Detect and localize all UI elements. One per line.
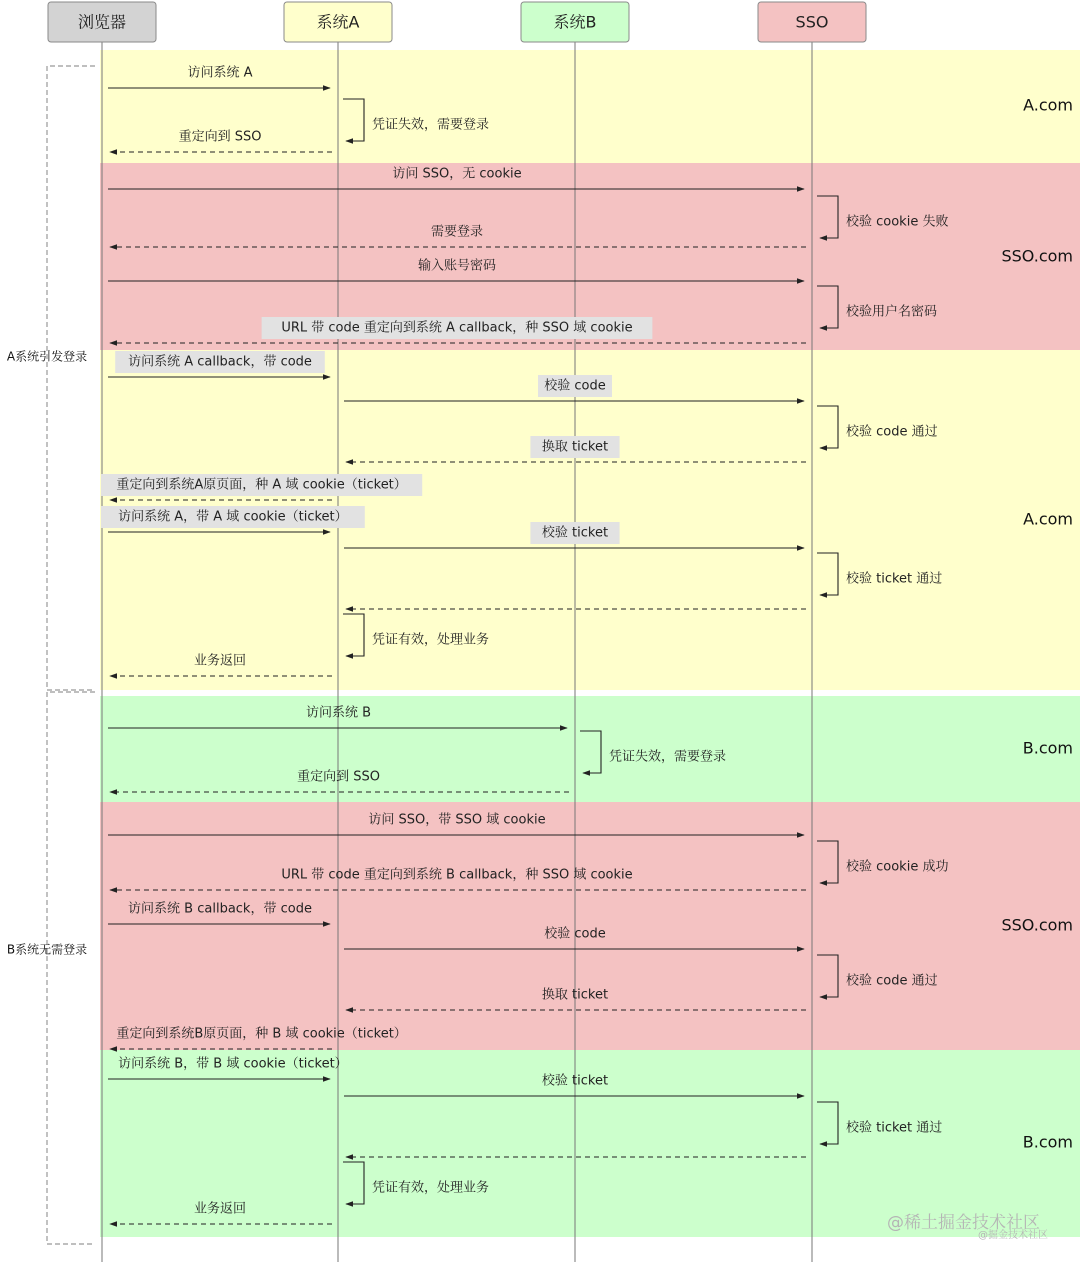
message-label: 校验 code 通过 (846, 973, 938, 989)
message-label: 校验 ticket (541, 525, 609, 541)
participant-sysB (521, 2, 629, 42)
participant-label: 浏览器 (77, 12, 127, 32)
message-label: 业务返回 (193, 1201, 247, 1217)
domain-label: A.com (1023, 95, 1073, 115)
message-label: 校验 code 通过 (846, 424, 938, 440)
message-label: 输入账号密码 (417, 258, 497, 274)
band-4 (100, 696, 1080, 802)
participant-sysA (284, 2, 392, 42)
message-label: 凭证失效，需要登录 (372, 117, 490, 133)
domain-label: B.com (1022, 1132, 1073, 1152)
participant-label: SSO (795, 12, 829, 32)
message-label: 校验 cookie 失败 (846, 214, 949, 230)
participant-label: 系统A (316, 12, 360, 32)
message-label: 访问 SSO，带 SSO 域 cookie (368, 812, 546, 828)
message-label: 校验 ticket 通过 (846, 571, 943, 587)
domain-label: B.com (1022, 738, 1073, 758)
participant-label: 系统B (553, 12, 597, 32)
message-label: 换取 ticket (541, 987, 609, 1003)
group-label: B系统无需登录 (6, 942, 88, 957)
message-label: 访问 SSO，无 cookie (392, 166, 522, 182)
message-label: 业务返回 (193, 653, 247, 669)
message-label: 校验 code (544, 378, 606, 394)
message-label: 凭证有效，处理业务 (372, 632, 490, 648)
message-label: 校验用户名密码 (846, 304, 938, 320)
message-label: 访问系统 A (187, 65, 253, 81)
message-label: 重定向到系统B原页面，种 B 域 cookie（ticket） (116, 1026, 407, 1042)
message-label: 校验 cookie 成功 (846, 859, 949, 875)
message-label: 校验 ticket (541, 1073, 609, 1089)
message-label: 访问系统 A callback，带 code (128, 354, 312, 370)
message-label: 凭证失效，需要登录 (609, 749, 727, 765)
group-bracket-2 (47, 692, 95, 1244)
message-label: 凭证有效，处理业务 (372, 1180, 490, 1196)
message-label: 换取 ticket (541, 439, 609, 455)
group-bracket-1 (47, 66, 95, 690)
message-label: 需要登录 (430, 224, 484, 240)
message-label: 访问系统 A，带 A 域 cookie（ticket） (118, 509, 348, 525)
message-label: 重定向到系统A原页面，种 A 域 cookie（ticket） (116, 477, 407, 493)
message-label: 校验 ticket 通过 (846, 1120, 943, 1136)
message-label: 访问系统 B callback，带 code (128, 901, 312, 917)
message-label: URL 带 code 重定向到系统 B callback，种 SSO 域 cookie (281, 867, 633, 883)
domain-label: A.com (1023, 509, 1073, 529)
message-label: 校验 code (544, 926, 606, 942)
group-label: A系统引发登录 (6, 349, 88, 364)
participant-browser (48, 2, 156, 42)
watermark-sub: @掘金技术社区 (978, 1230, 1048, 1241)
message-label: 重定向到 SSO (178, 129, 262, 145)
message-label: 重定向到 SSO (297, 769, 380, 785)
message-label: URL 带 code 重定向到系统 A callback，种 SSO 域 cookie (281, 320, 633, 336)
domain-label: SSO.com (1001, 246, 1073, 266)
message-label: 访问系统 B，带 B 域 cookie（ticket） (118, 1056, 348, 1072)
message-label: 访问系统 B (305, 705, 372, 721)
domain-label: SSO.com (1001, 915, 1073, 935)
participant-sso (758, 2, 866, 42)
watermark: @稀土掘金技术社区 (887, 1213, 1040, 1233)
